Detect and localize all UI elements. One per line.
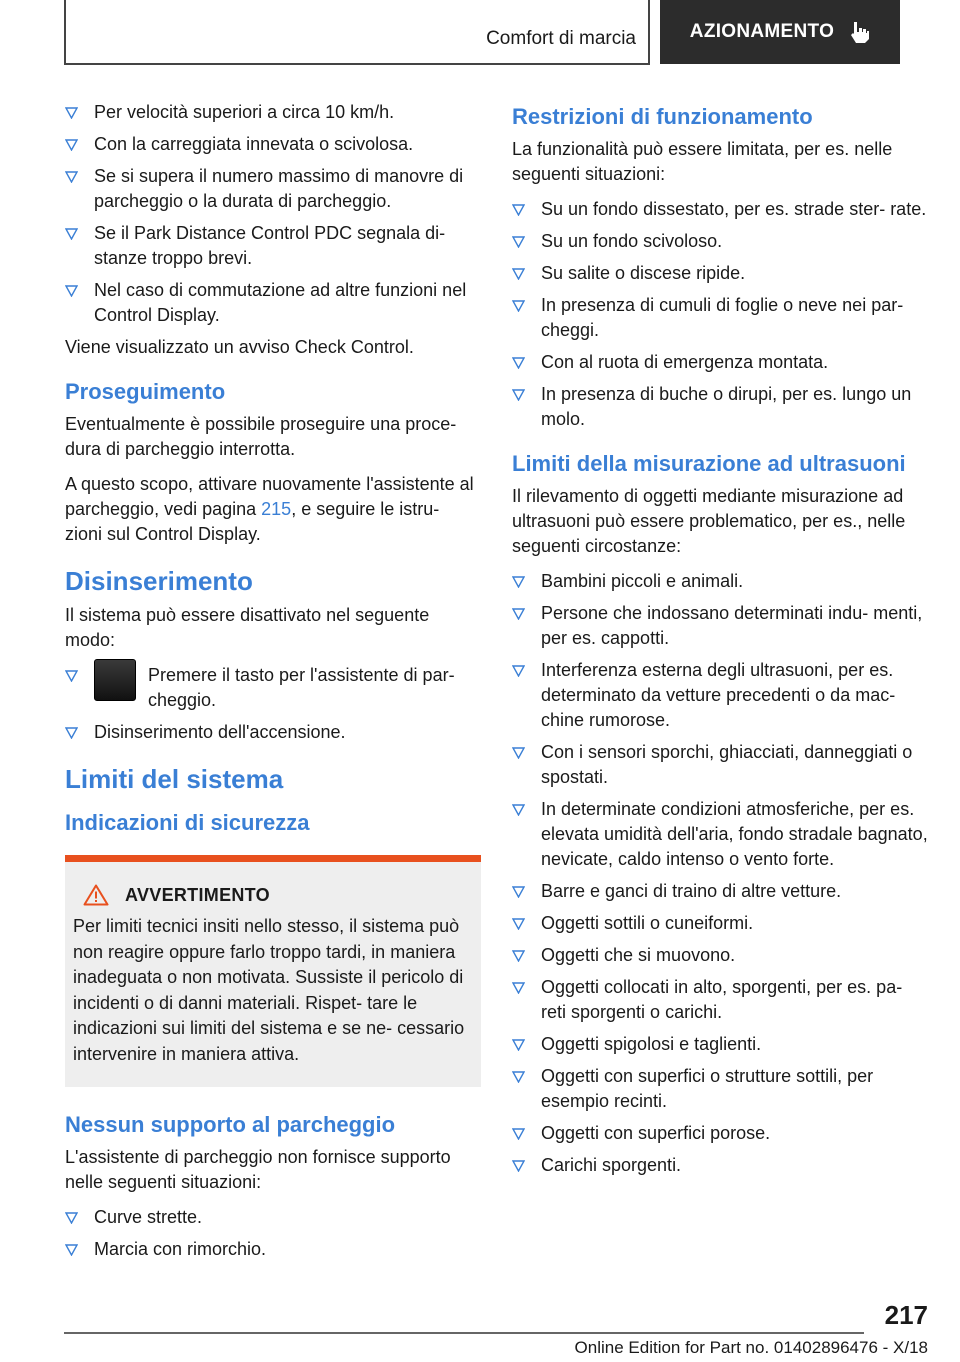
list-item xyxy=(65,278,481,328)
bullet-triangle-icon xyxy=(512,268,525,280)
header-bottom-rule xyxy=(64,63,650,65)
list-item-text: Premere il tasto per l'assistente di par‐ cheggio. xyxy=(148,665,455,710)
list-item-text: Se il Park Distance Control PDC segnala di‐ stanze troppo brevi. xyxy=(94,223,446,268)
warning-title: AVVERTIMENTO xyxy=(125,884,270,905)
bullet-triangle-icon xyxy=(512,389,525,401)
footer-edition: Online Edition for Part no. 01402896476 - X/18 xyxy=(574,1338,928,1357)
list-item xyxy=(65,221,481,271)
nessun-supporto-heading: Nessun supporto al parcheggio xyxy=(65,1112,396,1137)
list-item-text: Con al ruota di emergenza montata. xyxy=(541,352,829,372)
bullet-triangle-icon xyxy=(512,747,525,759)
list-item-text: Bambini piccoli e animali. xyxy=(541,571,744,591)
list-item-text: Persone che indossano determinati indu‐ menti, per es. cappotti. xyxy=(541,603,923,648)
bullet-triangle-icon xyxy=(512,918,525,930)
list-item-text: Curve strette. xyxy=(94,1207,203,1227)
list-item-text: Se si supera il numero massimo di manovre di parcheggio o la durata di parcheggio. xyxy=(94,166,464,211)
list-item-text: Oggetti con superfici o strutture sottili, per esempio recinti. xyxy=(541,1066,874,1111)
list-item xyxy=(512,1032,928,1057)
list-item-text: Marcia con rimorchio. xyxy=(94,1239,267,1259)
header-chapter-tab xyxy=(660,0,900,64)
list-item xyxy=(512,261,928,286)
warning-title-row xyxy=(73,884,473,906)
list-item-text: Oggetti che si muovono. xyxy=(541,945,736,965)
bullet-triangle-icon xyxy=(512,982,525,994)
warning-box xyxy=(65,855,481,1087)
list-item-text: Con i sensori sporchi, ghiacciati, danneggiati o spostati. xyxy=(541,742,913,787)
list-item xyxy=(65,663,481,713)
restrizioni-list xyxy=(512,197,928,432)
misurazione-list xyxy=(512,569,928,1178)
left-column xyxy=(65,100,481,1269)
list-item-text: Su salite o discese ripide. xyxy=(541,263,746,283)
list-item xyxy=(512,1064,928,1114)
bullet-triangle-icon xyxy=(512,950,525,962)
list-item xyxy=(65,1237,481,1262)
bullet-triangle-icon xyxy=(512,576,525,588)
bullet-triangle-icon xyxy=(65,670,78,682)
list-item xyxy=(512,293,928,343)
bullet-triangle-icon xyxy=(512,236,525,248)
bullet-triangle-icon xyxy=(512,1039,525,1051)
page-link-215[interactable]: 215 xyxy=(261,499,292,519)
sicurezza-heading: Indicazioni di sicurezza xyxy=(65,810,310,835)
footer-rule xyxy=(64,1332,864,1334)
list-item xyxy=(512,740,928,790)
parking-assistant-button-icon xyxy=(94,659,136,701)
list-item xyxy=(512,797,928,872)
misurazione-paragraph: Il rilevamento di oggetti mediante misurazione ad ultrasuoni può essere problematico, per es., nelle seguenti circostanze: xyxy=(512,486,906,556)
list-item xyxy=(65,100,481,125)
list-item-text: Barre e ganci di traino di altre vetture. xyxy=(541,881,842,901)
list-item-text: In presenza di buche o dirupi, per es. lungo un molo. xyxy=(541,384,912,429)
list-item-text: Interferenza esterna degli ultrasuoni, per es. determinato da vetture precedenti o da mac‐ chine rumorose. xyxy=(541,660,896,730)
proseguimento-heading: Proseguimento xyxy=(65,379,226,404)
bullet-triangle-icon xyxy=(512,357,525,369)
header-section-title: Comfort di marcia xyxy=(486,28,636,49)
list-item-text: Oggetti con superfici porose. xyxy=(541,1123,771,1143)
list-item-text: Oggetti sottili o cuneiformi. xyxy=(541,913,754,933)
list-item-text: Oggetti spigolosi e taglienti. xyxy=(541,1034,762,1054)
list-item xyxy=(512,229,928,254)
disinserimento-list xyxy=(65,663,481,745)
bullet-triangle-icon xyxy=(512,886,525,898)
list-item-text: In determinate condizioni atmosferiche, per es. elevata umidità dell'aria, fondo stradale bagnato, nevicate, caldo intenso o vento forte. xyxy=(541,799,928,869)
bullet-triangle-icon xyxy=(512,665,525,677)
list-item xyxy=(512,382,928,432)
list-item xyxy=(512,1153,928,1178)
list-item xyxy=(512,350,928,375)
header-left-rule xyxy=(64,0,66,64)
list-item xyxy=(512,601,928,651)
list-item xyxy=(512,879,928,904)
page-number: 217 xyxy=(884,1300,928,1330)
proseguimento-paragraph-2 xyxy=(65,472,481,547)
header-chapter-label: AZIONAMENTO xyxy=(689,21,835,42)
list-item-text: Su un fondo dissestato, per es. strade ster‐ rate. xyxy=(541,199,927,219)
list-item-text: Su un fondo scivoloso. xyxy=(541,231,723,251)
misurazione-heading: Limiti della misurazione ad ultrasuoni xyxy=(512,451,906,476)
restrizioni-paragraph: La funzionalità può essere limitata, per es. nelle seguenti situazioni: xyxy=(512,139,893,184)
list-item-text: Con la carreggiata innevata o scivolosa. xyxy=(94,134,414,154)
bullet-triangle-icon xyxy=(512,1160,525,1172)
list-item-text: Carichi sporgenti. xyxy=(541,1155,682,1175)
limiti-heading: Limiti del sistema xyxy=(65,764,284,794)
proseguimento-text-a: A questo scopo, attivare nuovamente l'assistente al parcheggio, vedi pagina xyxy=(65,474,474,519)
list-item xyxy=(512,658,928,733)
bullet-triangle-icon xyxy=(65,107,78,119)
list-item-text: Nel caso di commutazione ad altre funzioni nel Control Display. xyxy=(94,280,467,325)
bullet-triangle-icon xyxy=(65,1244,78,1256)
list-item xyxy=(65,720,481,745)
bullet-triangle-icon xyxy=(512,1071,525,1083)
list-item xyxy=(512,943,928,968)
bullet-triangle-icon xyxy=(65,171,78,183)
conditions-list xyxy=(65,100,481,328)
bullet-triangle-icon xyxy=(65,228,78,240)
list-item xyxy=(512,911,928,936)
list-item-text: In presenza di cumuli di foglie o neve nei par‐ cheggi. xyxy=(541,295,904,340)
disinserimento-paragraph: Il sistema può essere disattivato nel seguente modo: xyxy=(65,605,430,650)
bullet-triangle-icon xyxy=(65,727,78,739)
list-item xyxy=(512,975,928,1025)
warning-triangle-icon xyxy=(83,884,109,906)
warning-text: Per limiti tecnici insiti nello stesso, il sistema può non reagire oppure farlo troppo tardi, in maniera inadeguata o non motivata. Sussiste il pericolo di incidenti o di danni materiali. Rispet‐ tare le indicazioni sui limiti del sistema e se ne‐ cessario intervenire in maniera attiva. xyxy=(73,916,465,1064)
bullet-triangle-icon xyxy=(512,300,525,312)
bullet-triangle-icon xyxy=(512,204,525,216)
bullet-triangle-icon xyxy=(65,139,78,151)
check-control-note: Viene visualizzato un avviso Check Control. xyxy=(65,337,414,357)
bullet-triangle-icon xyxy=(512,804,525,816)
proseguimento-text-b: , e seguire le istru‐ zioni sul Control Display. xyxy=(65,499,440,544)
bullet-triangle-icon xyxy=(65,1212,78,1224)
nessun-supporto-list xyxy=(65,1205,481,1262)
list-item xyxy=(65,164,481,214)
nessun-supporto-paragraph: L'assistente di parcheggio non fornisce supporto nelle seguenti situazioni: xyxy=(65,1147,451,1192)
list-item xyxy=(65,132,481,157)
list-item-text: Disinserimento dell'accensione. xyxy=(94,722,346,742)
right-column xyxy=(512,100,928,1185)
bullet-triangle-icon xyxy=(65,285,78,297)
bullet-triangle-icon xyxy=(512,608,525,620)
disinserimento-heading: Disinserimento xyxy=(65,566,253,596)
list-item xyxy=(65,1205,481,1230)
list-item xyxy=(512,1121,928,1146)
list-item xyxy=(512,569,928,594)
hand-pointer-icon xyxy=(848,20,870,44)
bullet-triangle-icon xyxy=(512,1128,525,1140)
restrizioni-heading: Restrizioni di funzionamento xyxy=(512,104,813,129)
list-item xyxy=(512,197,928,222)
list-item-text: Per velocità superiori a circa 10 km/h. xyxy=(94,102,395,122)
header-separator xyxy=(648,0,650,64)
proseguimento-paragraph-1: Eventualmente è possibile proseguire una proce‐ dura di parcheggio interrotta. xyxy=(65,414,457,459)
list-item-text: Oggetti collocati in alto, sporgenti, per es. pa‐ reti sporgenti o carichi. xyxy=(541,977,903,1022)
